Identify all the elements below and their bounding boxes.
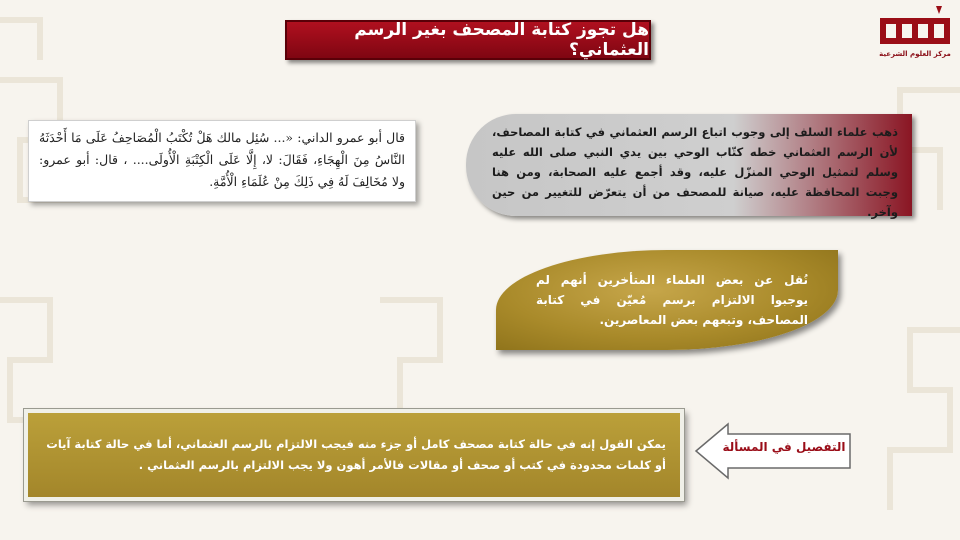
salaf-opinion-box bbox=[466, 114, 912, 219]
quote-text: قال أبو عمرو الداني: «... سُئِل مالك هَلْ تُكْتَبُ الْمُصَاحِفُ عَلَى مَا أَحْدَثَهُ النَّاسُ مِنَ الْهِجَاءِ، فَقَالَ: لا، إِلَّا عَلَى الْكِتْبَةِ الْأُولَى.... ، قال: أبو عمرو: ولا مُخَالِفَ لَهُ فِي ذَلِكَ مِنْ عُلَمَاءِ الْأُمَّةِ. bbox=[39, 130, 405, 189]
detail-box bbox=[24, 409, 684, 501]
detail-label: التفصيل في المسألة bbox=[722, 440, 846, 454]
logo-subtitle: مركز العلوم الشرعية bbox=[879, 50, 951, 58]
salaf-opinion-text: ذهب علماء السلف إلى وجوب اتباع الرسم العثماني في كتابة المصاحف، لأن الرسم العثماني خطه كتّاب الوحي بين يدي النبي صلى الله عليه وسلم لتمثيل الوحي المنزّل عليه، وقد أجمع عليه الصحابة، ومن هنا وجبت المحافظة عليه، صيانة للمصحف من أن يتعرّض للتغيير من حين وآخر. bbox=[492, 125, 898, 219]
detail-text: يمكن القول إنه في حالة كتابة مصحف كامل أو جزء منه فيجب الالتزام بالرسم العثماني، أما في حالة كتابة آيات أو كلمات محدودة في كتب أو صحف أو مقالات فالأمر أهون ولا يجب الالتزام بالرسم العثماني . bbox=[46, 437, 666, 472]
late-scholars-text: نُقل عن بعض العلماء المتأخرين أنهم لم يوجبوا الالتزام برسم مُعيّن في كتابة المصاحف، وتبعهم بعض المعاصرين. bbox=[536, 273, 808, 327]
page-title: هل تجوز كتابة المصحف بغير الرسم العثماني؟ bbox=[285, 20, 651, 60]
quote-box bbox=[28, 120, 416, 202]
